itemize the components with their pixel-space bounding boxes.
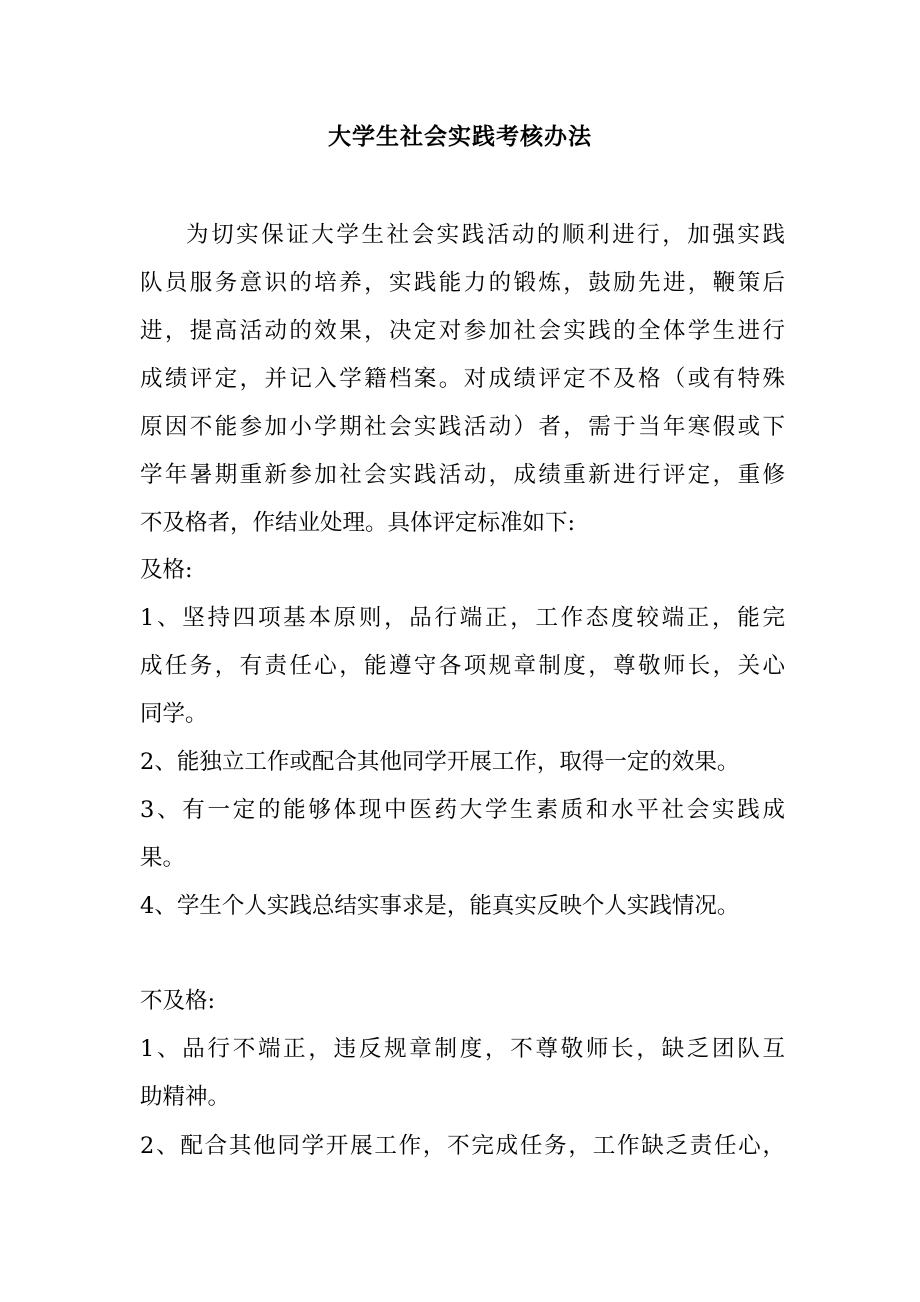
pass-item-line: 2、能独立工作或配合其他同学开展工作，取得一定的效果。 [140,749,740,775]
pass-item-line: 1、坚持四项基本原则，品行端正，工作态度较端正，能完 [140,605,785,631]
intro-line: 为切实保证大学生社会实践活动的顺利进行，加强实践 [186,222,785,248]
pass-heading: 及格: [140,557,193,583]
fail-item-line: 助精神。 [140,1084,231,1110]
pass-item-line: 成任务，有责任心，能遵守各项规章制度，尊敬师长，关心 [140,653,785,679]
pass-item-line: 3、有一定的能够体现中医药大学生素质和水平社会实践成 [140,797,785,823]
pass-item-line: 同学。 [140,701,208,727]
intro-line: 学年暑期重新参加社会实践活动，成绩重新进行评定，重修 [140,462,785,488]
fail-heading: 不及格: [140,988,216,1014]
intro-line: 原因不能参加小学期社会实践活动）者，需于当年寒假或下 [140,414,785,440]
intro-line: 进，提高活动的效果，决定对参加社会实践的全体学生进行 [140,318,785,344]
document-title: 大学生社会实践考核办法 [328,123,592,150]
pass-item-line: 果。 [140,845,186,871]
pass-item-line: 4、学生个人实践总结实事求是，能真实反映个人实践情况。 [140,893,740,919]
intro-line: 队员服务意识的培养，实践能力的锻炼，鼓励先进，鞭策后 [140,270,785,296]
intro-line: 不及格者，作结业处理。具体评定标准如下: [140,510,576,536]
fail-item-line: 2、配合其他同学开展工作，不完成任务，工作缺乏责任心， [140,1133,785,1159]
intro-line: 成绩评定，并记入学籍档案。对成绩评定不及格（或有特殊 [140,366,785,392]
fail-item-line: 1、品行不端正，违反规章制度，不尊敬师长，缺乏团队互 [140,1036,785,1062]
